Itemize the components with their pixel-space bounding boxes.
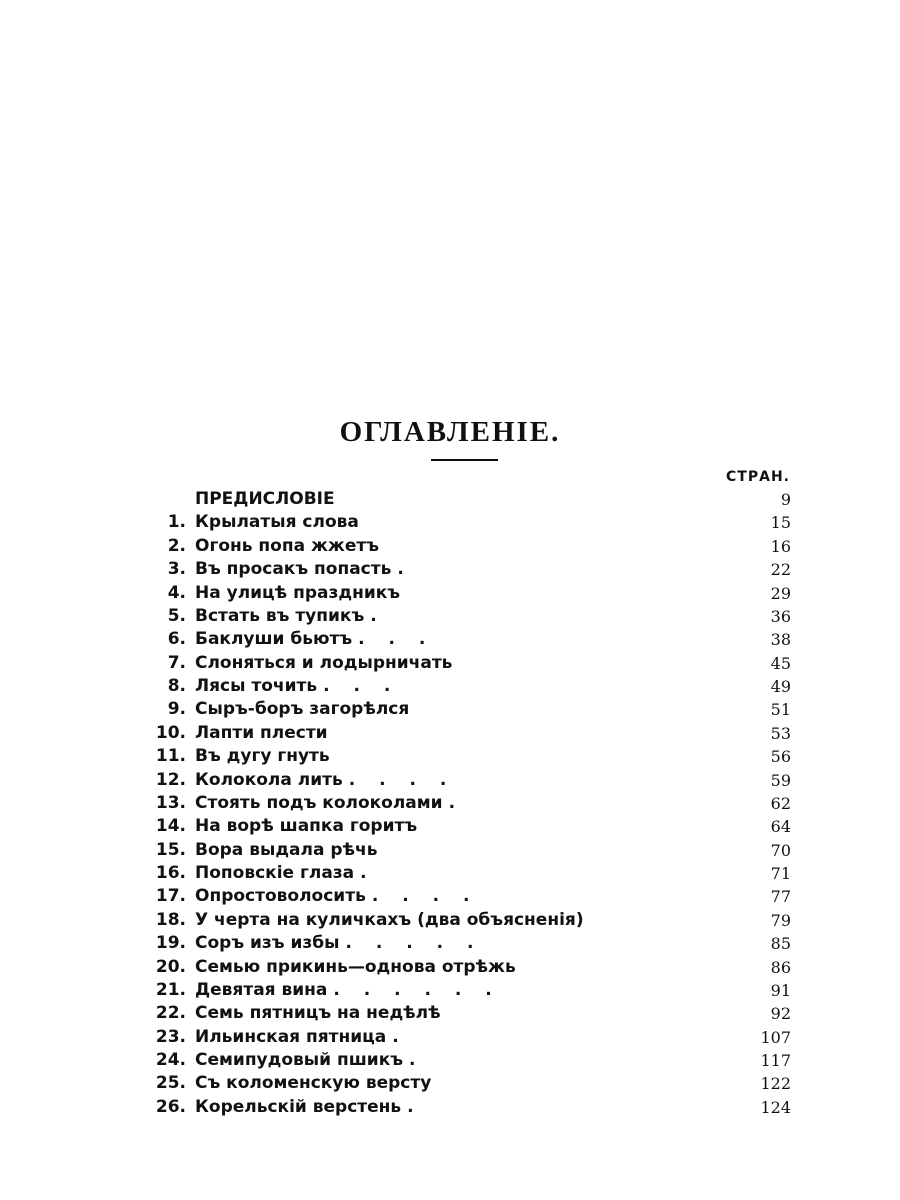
toc-entry-page: 85 — [770, 934, 791, 954]
toc-entry-title — [195, 582, 400, 605]
toc-entry-number: 9. — [167, 699, 186, 720]
toc-entry-number: 11. — [155, 746, 186, 767]
toc-entry — [145, 1002, 791, 1025]
toc-entry-title-text: Опростоволосить — [195, 886, 366, 907]
toc-entry-title — [195, 769, 455, 792]
toc-entry-number: 13. — [155, 792, 186, 813]
toc-entry-leader: . — [392, 1026, 408, 1047]
toc-entry-number: 25. — [155, 1073, 186, 1094]
toc-entry-number: 19. — [155, 933, 186, 954]
toc-entry — [145, 909, 791, 932]
toc-entry — [145, 979, 791, 1002]
toc-entry-page: 45 — [770, 653, 791, 673]
toc-entry-leader: . . . . — [371, 886, 479, 907]
toc-entry-number: 15. — [155, 839, 186, 860]
toc-entry — [145, 956, 791, 979]
toc-entry — [145, 769, 791, 792]
toc-entry-title-text: Семью прикинь—однова отрѣжь — [195, 956, 516, 977]
toc-entry-page: 62 — [770, 793, 791, 813]
toc-entry-number: 20. — [155, 956, 186, 977]
toc-entry-title-text: Въ просакъ попасть — [195, 559, 392, 580]
toc-entry-title-text: Семь пятницъ на недѣлѣ — [195, 1003, 441, 1024]
toc-entry-title — [195, 862, 376, 885]
toc-entry-title-text: ПРЕДИСЛОВІЕ — [195, 489, 335, 509]
toc-entry-number: 22. — [155, 1003, 186, 1024]
toc-entry — [145, 698, 791, 721]
toc-entry-title-text: Поповскіе глаза — [195, 863, 355, 883]
toc-entry-leader: . — [448, 792, 465, 813]
toc-entry — [145, 932, 791, 955]
toc-entry-title — [195, 698, 409, 721]
toc-entry-title — [195, 652, 452, 675]
toc-entry — [145, 862, 791, 885]
toc-entry — [145, 745, 791, 768]
toc-entry — [145, 675, 791, 698]
toc-entry-title-text: Огонь попа жжетъ — [195, 535, 379, 556]
toc-entry-number: 17. — [155, 886, 186, 907]
toc-entry-leader: . . . . — [348, 769, 456, 790]
toc-entry-page: 51 — [770, 700, 791, 720]
toc-entry-number: 10. — [155, 722, 186, 743]
toc-entry-number: 14. — [155, 816, 186, 837]
toc-entry-leader: . . . — [358, 629, 435, 650]
toc-entry-title — [195, 792, 464, 815]
toc-entry-number: 26. — [155, 1096, 186, 1117]
toc-entry-title-text: Стоять подъ колоколами — [195, 792, 443, 813]
toc-entry-title-text: Въ дугу гнуть — [195, 746, 330, 767]
toc-entry-page: 53 — [770, 723, 791, 743]
page-column-header: СТРАН. — [726, 469, 790, 485]
toc-entry-page: 71 — [770, 864, 791, 883]
toc-entry-number: 6. — [167, 629, 186, 650]
toc-entry-leader: . . . . . . — [333, 979, 501, 1000]
page-title: ОГЛАВЛЕНІЕ. — [339, 416, 561, 449]
toc-entry-page: 38 — [770, 630, 791, 650]
toc-entry-leader: . — [409, 1050, 425, 1070]
toc-entry — [145, 558, 791, 581]
toc-entry-title — [195, 675, 399, 698]
toc-entry — [145, 792, 791, 815]
toc-entry-title — [195, 605, 386, 628]
toc-entry-page: 59 — [770, 770, 791, 790]
toc-entry — [145, 582, 791, 605]
toc-entry — [145, 488, 791, 511]
toc-entry-title — [195, 956, 516, 979]
toc-entry-title-text: Сыръ-боръ загорѣлся — [195, 699, 410, 720]
toc-entry — [145, 652, 791, 675]
toc-entry-page: 107 — [760, 1027, 791, 1047]
toc-entry — [145, 839, 791, 862]
toc-entry-page: 9 — [780, 490, 791, 509]
toc-entry-number: 5. — [167, 605, 186, 626]
toc-entry-title — [195, 979, 501, 1002]
toc-entry-title-text: Ильинская пятница — [195, 1026, 387, 1047]
toc-entry-page: 36 — [770, 606, 791, 626]
toc-entry-title-text: Баклуши бьютъ — [195, 629, 353, 650]
toc-entry-page: 91 — [770, 980, 791, 1000]
toc-entry-title-text: У черта на куличкахъ (два объясненія) — [195, 909, 584, 930]
toc-entry-leader: . . . — [323, 676, 400, 696]
toc-entry — [145, 1096, 791, 1119]
toc-entry-number: 1. — [167, 512, 186, 533]
toc-entry-title — [195, 535, 379, 558]
toc-entry — [145, 1049, 791, 1072]
toc-entry-page: 56 — [770, 747, 791, 767]
toc-entry-number: 18. — [155, 909, 186, 930]
toc-entry-title-text: Семипудовый пшикъ — [195, 1050, 404, 1070]
toc-entry-leader: . — [397, 559, 413, 580]
toc-entry — [145, 722, 791, 745]
toc-entry-leader: . — [360, 863, 376, 883]
toc-entry-title — [195, 1096, 423, 1119]
toc-entry-number: 2. — [167, 535, 186, 556]
toc-entry-title — [195, 1002, 441, 1025]
table-of-contents — [145, 488, 791, 1119]
toc-entry-title — [195, 909, 584, 932]
toc-entry — [145, 1072, 791, 1095]
title-rule — [431, 459, 498, 461]
toc-entry-title-text: Соръ изъ избы — [195, 933, 340, 954]
toc-entry-number: 24. — [155, 1050, 186, 1070]
toc-entry-title — [195, 722, 328, 745]
toc-entry-number: 16. — [155, 863, 186, 883]
toc-entry-page: 77 — [770, 887, 791, 907]
toc-entry-title-text: Слоняться и лодырничать — [195, 652, 453, 673]
toc-entry-title — [195, 1049, 425, 1072]
toc-entry-title — [195, 1072, 431, 1095]
toc-entry-page: 122 — [760, 1074, 791, 1094]
toc-entry-title-text: На ворѣ шапка горитъ — [195, 816, 418, 837]
toc-entry-title — [195, 488, 335, 511]
toc-entry-title — [195, 628, 434, 651]
toc-entry-title — [195, 558, 413, 581]
toc-entry-page: 49 — [770, 677, 791, 696]
toc-entry-title — [195, 932, 483, 955]
toc-entry-title-text: Вора выдала рѣчь — [195, 839, 378, 860]
toc-entry-title-text: Встать въ тупикъ — [195, 605, 365, 626]
toc-entry — [145, 628, 791, 651]
toc-entry-title — [195, 885, 478, 908]
toc-entry-title-text: Девятая вина — [195, 979, 328, 1000]
toc-entry-number: 7. — [167, 652, 186, 673]
toc-entry — [145, 885, 791, 908]
toc-entry-leader: . — [407, 1096, 423, 1117]
toc-entry-title-text: Крылатыя слова — [195, 512, 359, 533]
toc-entry-leader: . — [370, 605, 386, 626]
toc-entry-number: 23. — [155, 1026, 186, 1047]
toc-entry-page: 86 — [770, 957, 791, 977]
toc-entry — [145, 1026, 791, 1049]
toc-entry — [145, 511, 791, 534]
toc-entry-number: 21. — [155, 979, 186, 1000]
toc-entry-page: 29 — [770, 583, 791, 603]
toc-entry-title-text: Колокола лить — [195, 769, 343, 790]
toc-entry-title — [195, 815, 417, 838]
toc-entry-title — [195, 745, 330, 768]
toc-entry-number: 8. — [167, 676, 186, 696]
toc-entry-page: 16 — [770, 536, 791, 556]
toc-entry-page: 79 — [770, 910, 791, 930]
toc-entry-title-text: Лясы точить — [195, 676, 318, 696]
toc-entry-page: 117 — [760, 1051, 791, 1070]
toc-entry-title-text: Корельскій верстень — [195, 1096, 402, 1117]
toc-entry-page: 64 — [770, 817, 791, 837]
toc-entry — [145, 605, 791, 628]
toc-entry-title-text: Съ коломенскую версту — [195, 1073, 432, 1094]
toc-entry-page: 124 — [760, 1097, 791, 1117]
toc-entry-page: 22 — [770, 560, 791, 580]
toc-entry-number: 3. — [167, 559, 186, 580]
toc-entry-page: 15 — [770, 513, 791, 533]
toc-entry-title — [195, 511, 359, 534]
toc-entry-title-text: На улицѣ праздникъ — [195, 582, 401, 603]
toc-entry — [145, 815, 791, 838]
toc-entry-number: 4. — [167, 582, 186, 603]
toc-entry-title — [195, 1026, 408, 1049]
toc-entry — [145, 535, 791, 558]
toc-entry-page: 92 — [770, 1004, 791, 1024]
toc-entry-title-text: Лапти плести — [195, 722, 328, 743]
toc-entry-page: 70 — [770, 840, 791, 860]
toc-entry-number: 12. — [155, 769, 186, 790]
toc-entry-title — [195, 839, 377, 862]
toc-entry-leader: . . . . . — [345, 933, 483, 954]
